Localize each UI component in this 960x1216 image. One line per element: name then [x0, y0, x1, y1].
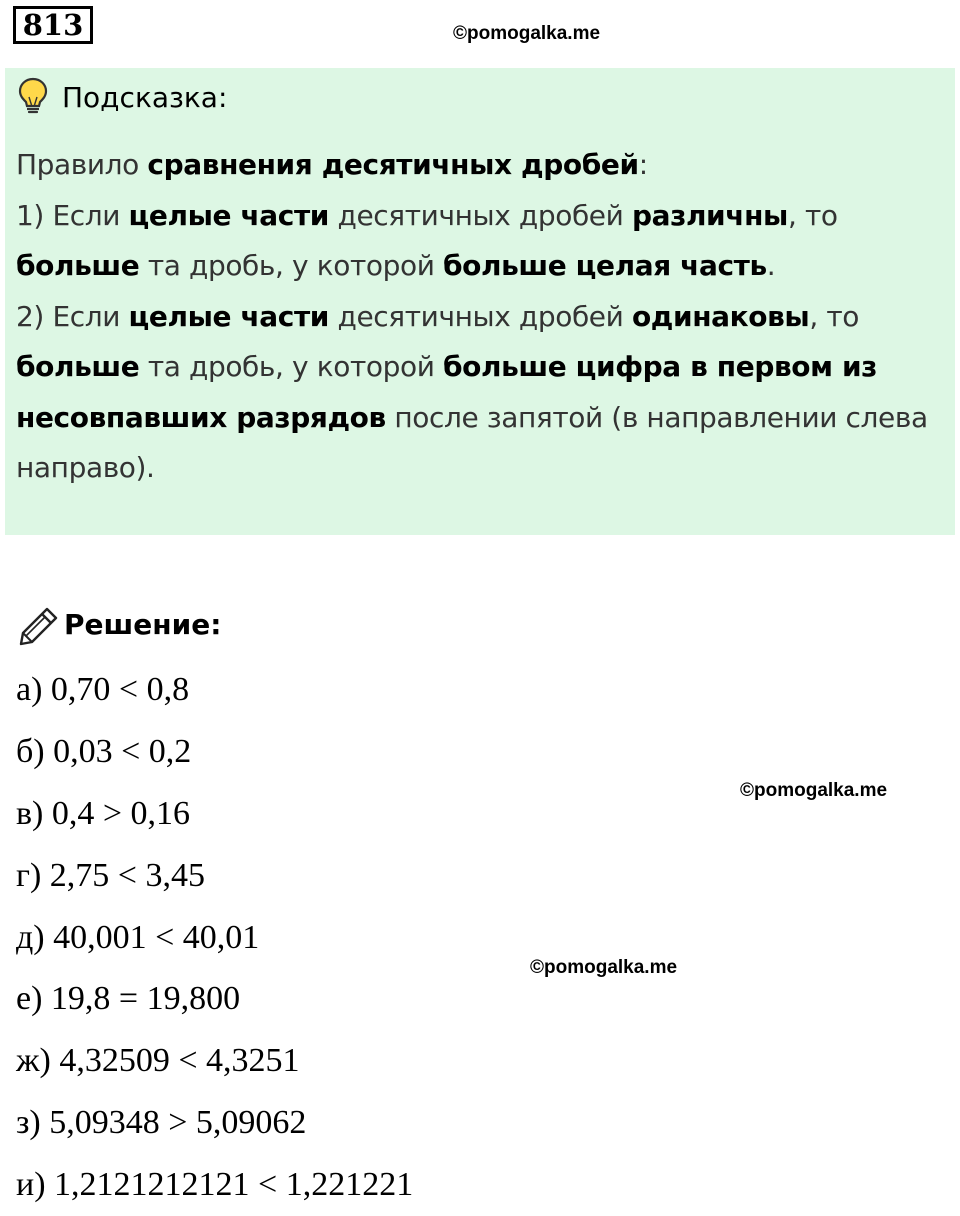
answer-g: г) 2,75 < 3,45: [16, 856, 205, 894]
answer-z: з) 5,09348 > 5,09062: [16, 1104, 307, 1142]
answer-zh: ж) 4,32509 < 4,3251: [16, 1042, 300, 1080]
answer-list: [16, 659, 413, 1216]
watermark-middle: ©pomogalka.me: [740, 780, 888, 801]
hint-title: Подсказка:: [62, 81, 228, 114]
pencil-icon: [19, 606, 59, 646]
solution-title: Решение:: [64, 608, 222, 641]
answer-v: в) 0,4 > 0,16: [16, 794, 191, 832]
answer-i: и) 1,2121212121 < 1,221221: [16, 1166, 414, 1204]
lightbulb-icon: [17, 77, 49, 115]
watermark-bottom: ©pomogalka.me: [530, 957, 678, 978]
answer-a: а) 0,70 < 0,8: [16, 671, 190, 708]
rule-1: 1) Если целые части десятичных дробей различны, то больше та дробь, у которой больше целая часть.: [16, 198, 838, 282]
task-number: 813: [13, 6, 93, 44]
answer-e: е) 19,8 = 19,800: [16, 980, 241, 1018]
rule-intro: Правило сравнения десятичных дробей:: [16, 148, 648, 181]
answer-b: б) 0,03 < 0,2: [16, 732, 192, 770]
watermark-top: ©pomogalka.me: [453, 23, 601, 44]
rule-2: 2) Если целые части десятичных дробей одинаковы, то больше та дробь, у которой больше цифра в первом из несовпавших разрядов после запятой (в направлении слева направо).: [16, 299, 928, 484]
answer-d: д) 40,001 < 40,01: [16, 918, 260, 956]
hint-text: [16, 140, 948, 494]
